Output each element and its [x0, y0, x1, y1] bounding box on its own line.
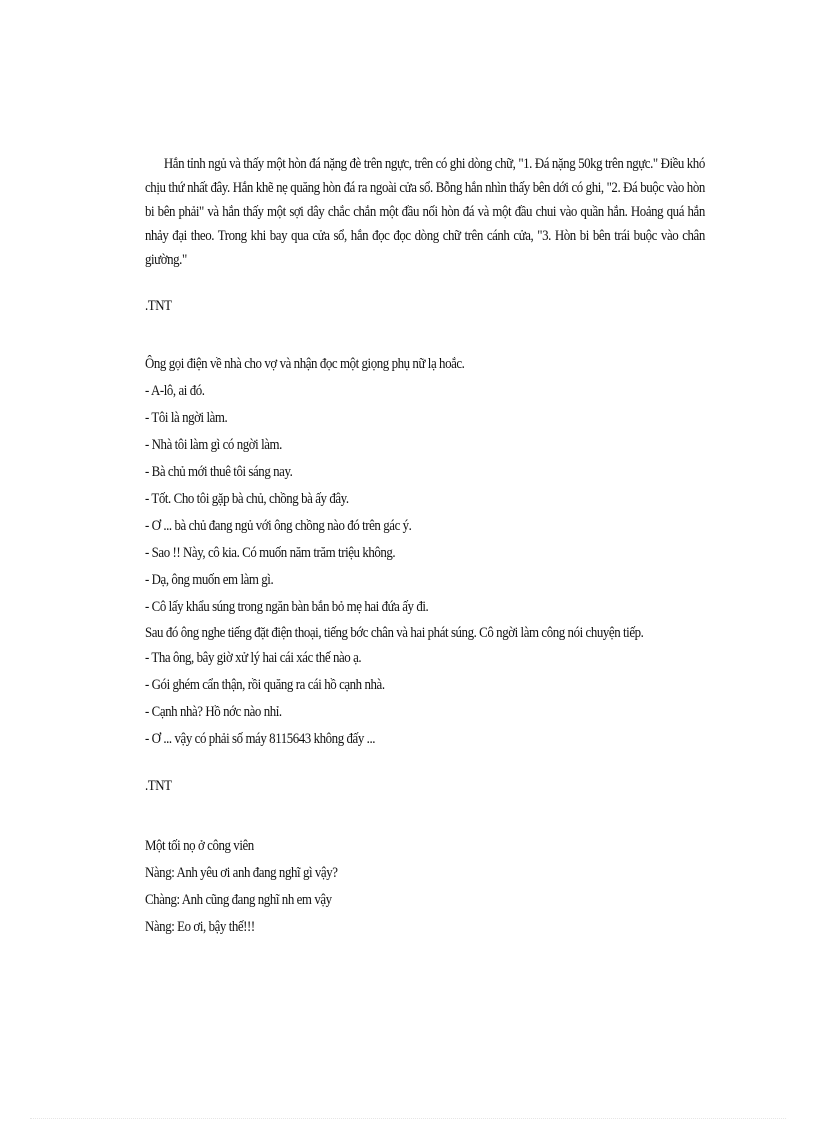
story2-line: - A-lô, ai đó.: [145, 383, 205, 399]
story3-line: Nàng: Eo ơi, bậy thế!!!: [145, 919, 255, 935]
story2-line: - Gói ghém cẩn thận, rồi quăng ra cái hồ cạnh nhà.: [145, 677, 385, 693]
story3-line: Chàng: Anh cũng đang nghĩ nh em vậy: [145, 892, 332, 908]
story2-line: - Dạ, ông muốn em làm gì.: [145, 572, 274, 588]
story2-line: - Cạnh nhà? Hồ nớc nào nhỉ.: [145, 704, 282, 720]
story2-line: - Cô lấy khẩu súng trong ngăn bàn bắn bỏ mẹ hai đứa ấy đi.: [145, 599, 429, 615]
story2-line: - Ơ ... vậy có phải số máy 8115643 không đấy ...: [145, 731, 376, 747]
story2-line: - Tôi là ngời làm.: [145, 410, 228, 426]
story3-line: Nàng: Anh yêu ơi anh đang nghĩ gì vậy?: [145, 865, 338, 881]
separator-tnt-1: .TNT: [145, 298, 172, 314]
story2-line: - Sao !! Này, cô kia. Có muốn năm trăm triệu không.: [145, 545, 396, 561]
page-bottom-divider: [30, 1118, 786, 1119]
story2-line: - Ơ ... bà chủ đang ngủ với ông chồng nào đó trên gác ý.: [145, 518, 412, 534]
document-page: [145, 152, 705, 941]
story3-line: Một tối nọ ở công viên: [145, 838, 254, 854]
story2-line: - Tốt. Cho tôi gặp bà chủ, chồng bà ấy đây.: [145, 491, 349, 507]
story1-paragraph: Hắn tỉnh ngủ và thấy một hòn đá nặng đè trên ngực, trên có ghi dòng chữ, "1. Đá nặng 50kg trên ngực." Điều khó chịu thứ nhất đây. Hắn khẽ nẹ quăng hòn đá ra ngoài cửa sổ. Bỗng hắn nhìn thấy bên dới có ghi, "2. Đá buộc vào hòn bi bên phải" và hắn thấy một sợi dây chắc chắn một đầu nối hòn đá và một đầu chui vào quần hắn. Hoảng quá hắn nhảy đại theo. Trong khi bay qua cửa sổ, hắn đọc đọc dòng chữ trên cánh cửa, "3. Hòn bi bên trái buộc vào chân giường.": [145, 156, 705, 268]
story2-narration: Sau đó ông nghe tiếng đặt điện thoại, tiếng bớc chân và hai phát súng. Cô ngời làm công nói chuyện tiếp.: [145, 625, 644, 641]
story2-line: - Bà chủ mới thuê tôi sáng nay.: [145, 464, 293, 480]
story2-line: - Nhà tôi làm gì có ngời làm.: [145, 437, 282, 453]
story2-intro: Ông gọi điện về nhà cho vợ và nhận đọc một giọng phụ nữ lạ hoắc.: [145, 356, 465, 372]
story2-line: - Tha ông, bây giờ xử lý hai cái xác thế nào ạ.: [145, 650, 362, 666]
separator-tnt-2: .TNT: [145, 778, 172, 794]
